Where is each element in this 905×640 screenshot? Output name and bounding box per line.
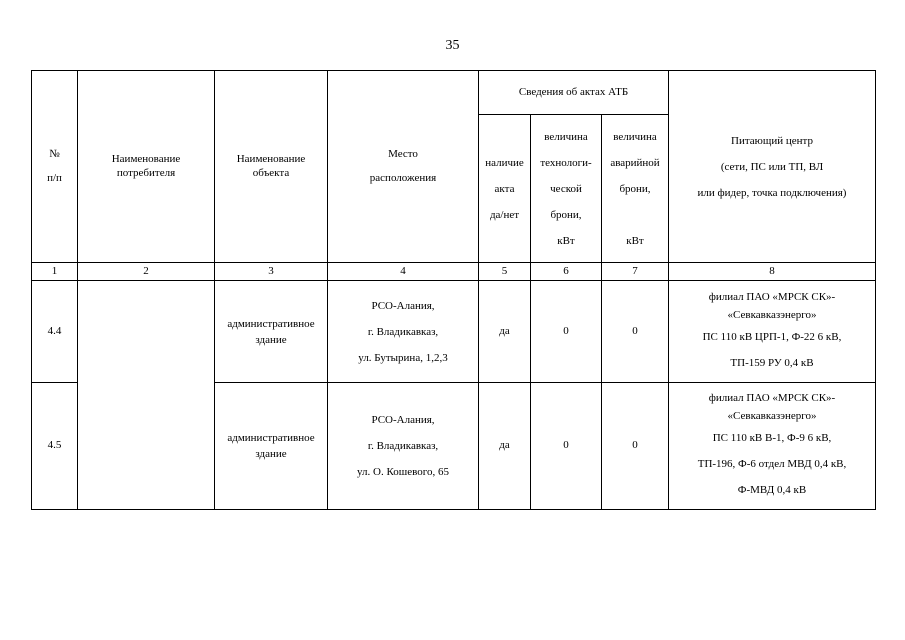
column-number: 3 — [215, 263, 328, 281]
header-num: № п/п — [32, 71, 78, 263]
feed-center-cell: филиал ПАО «МРСК СК»- «Севкавказэнерго» ПС 110 кВ В-1, Ф-9 6 кВ, ТП-196, Ф-6 отдел МВД 0,4 кВ, Ф-МВД 0,4 кВ — [669, 383, 876, 510]
consumer-cell — [78, 281, 215, 510]
column-number: 5 — [479, 263, 531, 281]
column-number: 8 — [669, 263, 876, 281]
header-object: Наименование объекта — [215, 71, 328, 263]
feed-center-cell: филиал ПАО «МРСК СК»- «Севкавказэнерго» ПС 110 кВ ЦРП-1, Ф-22 6 кВ, ТП-159 РУ 0,4 кВ — [669, 281, 876, 383]
header-location: Место расположения — [328, 71, 479, 263]
page-number: 35 — [445, 38, 460, 53]
column-number-row — [32, 263, 876, 281]
header-row-top — [32, 71, 876, 115]
tech-reserve-cell: 0 — [531, 383, 602, 510]
header-atb-group: Сведения об актах АТБ — [479, 71, 669, 115]
location-cell: РСО-Алания, г. Владикавказ, ул. Бутырина, 1,2,3 — [328, 281, 479, 383]
location-cell: РСО-Алания, г. Владикавказ, ул. О. Кошевого, 65 — [328, 383, 479, 510]
consumers-table — [31, 70, 876, 510]
object-cell: административное здание — [215, 383, 328, 510]
header-consumer: Наименование потребителя — [78, 71, 215, 263]
object-cell: административное здание — [215, 281, 328, 383]
column-number: 1 — [32, 263, 78, 281]
header-act: наличие акта да/нет — [479, 115, 531, 263]
row-number: 4.5 — [32, 383, 78, 510]
column-number: 6 — [531, 263, 602, 281]
column-number: 7 — [602, 263, 669, 281]
tech-reserve-cell: 0 — [531, 281, 602, 383]
emergency-reserve-cell: 0 — [602, 281, 669, 383]
header-tech-reserve: величина технологи- ческой брони, кВт — [531, 115, 602, 263]
header-emergency-reserve: величина аварийной брони, кВт — [602, 115, 669, 263]
row-number: 4.4 — [32, 281, 78, 383]
header-feed-center: Питающий центр (сети, ПС или ТП, ВЛ или фидер, точка подключения) — [669, 71, 876, 263]
column-number: 2 — [78, 263, 215, 281]
table-row — [32, 281, 876, 383]
act-cell: да — [479, 383, 531, 510]
emergency-reserve-cell: 0 — [602, 383, 669, 510]
act-cell: да — [479, 281, 531, 383]
column-number: 4 — [328, 263, 479, 281]
